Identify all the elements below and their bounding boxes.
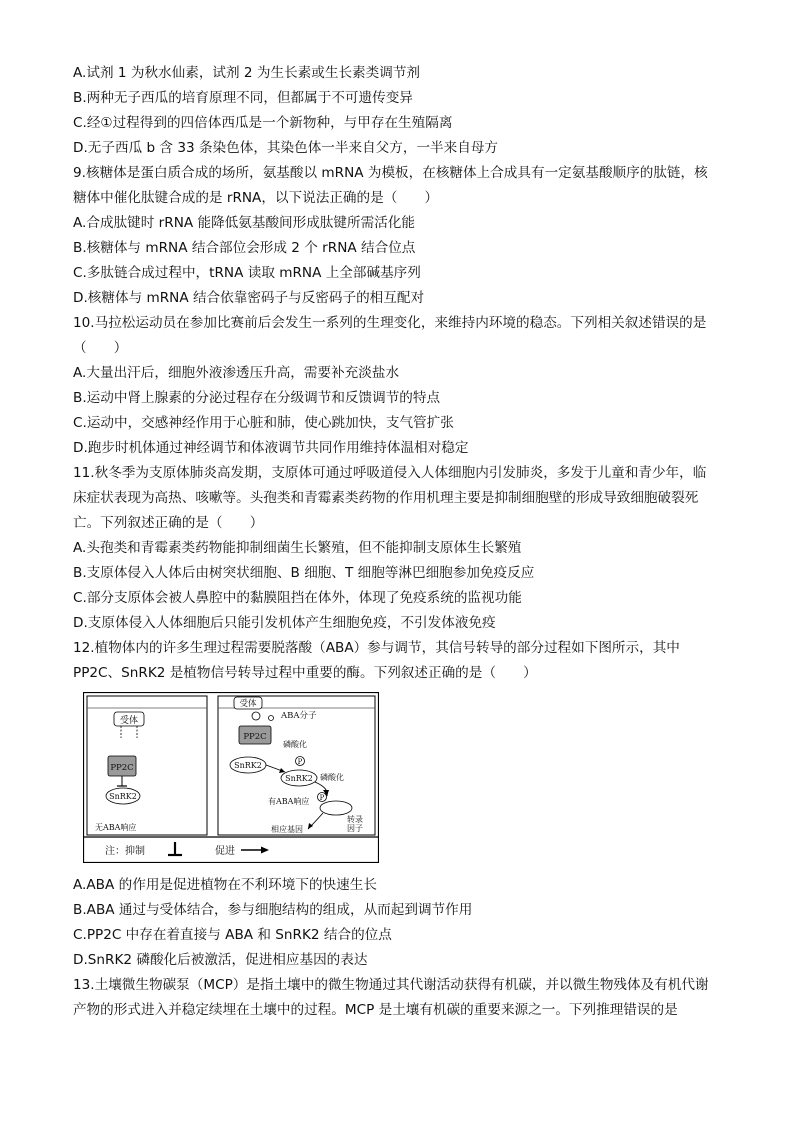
q11-stem-line-2: 床症状表现为高热、咳嗽等。头孢类和青霉素类药物的作用机理主要是抑制细胞壁的形成导致细胞破裂死 [73, 490, 699, 506]
q10-stem-line-1: 10.马拉松运动员在参加比赛前后会发生一系列的生理变化，来维持内环境的稳态。下列相关叙述错误的是 [73, 315, 707, 331]
q11-stem-line-3: 亡。下列叙述正确的是（ ） [73, 515, 264, 531]
snrk2-right-a-label: SnRK2 [234, 761, 262, 770]
legend-promote-label: 促进 [215, 846, 235, 857]
transcription-factor-label-2: 因子 [347, 824, 363, 833]
q11-option-b: B.支原体侵入人体后由树突状细胞、B 细胞、T 细胞等淋巴细胞参加免疫反应 [73, 565, 535, 581]
q12-option-c: C.PP2C 中存在着直接与 ABA 和 SnRK2 结合的位点 [73, 927, 392, 943]
q9-option-b: B.核糖体与 mRNA 结合部位会形成 2 个 rRNA 结合位点 [73, 240, 416, 256]
q13-stem-line-1: 13.土壤微生物碳泵（MCP）是指土壤中的微生物通过其代谢活动获得有机碳，并以微生物残体及有机代谢 [73, 977, 709, 993]
q12-stem-line-2: PP2C、SnRK2 是植物信号转导过程中重要的酶。下列叙述正确的是（ ） [73, 665, 537, 681]
has-aba-response-label: 有ABA响应 [268, 797, 310, 806]
q9-option-d: D.核糖体与 mRNA 结合依靠密码子与反密码子的相互配对 [73, 290, 425, 306]
legend-promote-arrow-head [261, 847, 269, 854]
q10-option-a: A.大量出汗后，细胞外液渗透压升高，需要补充淡盐水 [73, 365, 400, 381]
pp2c-right-label: PP2C [243, 732, 267, 742]
q11-option-d: D.支原体侵入人体细胞后只能引发机体产生细胞免疫，不引发体液免疫 [73, 615, 496, 631]
aba-diagram-svg [83, 692, 379, 863]
q9-stem-line-2: 糖体中催化肽键合成的是 rRNA，以下说法正确的是（ ） [73, 190, 439, 206]
aba-molecule-dot [269, 716, 274, 721]
no-aba-response-label: 无ABA响应 [95, 823, 137, 832]
receptor-right-label: 受体 [239, 699, 257, 709]
q10-option-d: D.跑步时机体通过神经调节和体液调节共同作用维持体温相对稳定 [73, 440, 469, 456]
q13-stem-line-2: 产物的形式进入并稳定续埋在土壤中的过程。MCP 是土壤有机碳的重要来源之一。下列推理错误的是 [73, 1002, 678, 1018]
q8-option-d: D.无子西瓜 b 含 33 条染色体，其染色体一半来自父方，一半来自母方 [73, 140, 499, 156]
q12-option-d: D.SnRK2 磷酸化后被激活，促进相应基因的表达 [73, 952, 368, 968]
q8-option-b: B.两种无子西瓜的培育原理不同，但都属于不可遗传变异 [73, 90, 413, 106]
q10-stem-line-2: （ ） [73, 340, 128, 356]
q11-stem-line-1: 11.秋冬季为支原体肺炎高发期，支原体可通过呼吸道侵入人体细胞内引发肺炎，多发于儿童和青少年，临 [73, 465, 707, 481]
transcription-factor-label-1: 转录 [347, 815, 363, 824]
aba-bound-circle [252, 712, 260, 720]
phosphate-2-label: P [319, 794, 325, 802]
phosphorylation-label-1: 磷酸化 [283, 740, 307, 749]
transcription-factor-shape [320, 801, 352, 815]
receptor-left-label: 受体 [119, 716, 139, 726]
target-gene-label: 相应基因 [271, 825, 303, 834]
aba-signal-diagram [83, 692, 379, 863]
q9-option-c: C.多肽链合成过程中，tRNA 读取 mRNA 上全部碱基序列 [73, 265, 421, 281]
snrk2-right-b-label: SnRK2 [285, 774, 313, 783]
gene-activation-arrow-head [308, 823, 313, 829]
q8-option-a: A.试剂 1 为秋水仙素，试剂 2 为生长素或生长素类调节剂 [73, 65, 421, 81]
phosphate-1-label: P [297, 758, 303, 766]
q11-option-c: C.部分支原体会被人鼻腔中的黏膜阻挡在体外，体现了免疫系统的监视功能 [73, 590, 522, 606]
aba-molecule-label: ABA分子 [281, 711, 317, 721]
q9-stem-line-1: 9.核糖体是蛋白质合成的场所，氨基酸以 mRNA 为模板，在核糖体上合成具有一定氨基酸顺序的肽链，核 [73, 165, 708, 181]
left-panel [87, 696, 207, 835]
pp2c-left-label: PP2C [110, 763, 134, 773]
q12-option-b: B.ABA 通过与受体结合，参与细胞结构的组成，从而起到调节作用 [73, 902, 473, 918]
legend-note-inhibit-label: 注：抑制 [105, 846, 145, 857]
phosphorylation-label-2: 磷酸化 [320, 773, 344, 782]
q9-option-a: A.合成肽键时 rRNA 能降低氨基酸间形成肽键所需活化能 [73, 215, 415, 231]
q8-option-c: C.经①过程得到的四倍体西瓜是一个新物种，与甲存在生殖隔离 [73, 115, 453, 131]
q10-option-b: B.运动中肾上腺素的分泌过程存在分级调节和反馈调节的特点 [73, 390, 441, 406]
q11-option-a: A.头孢类和青霉素类药物能抑制细菌生长繁殖，但不能抑制支原体生长繁殖 [73, 540, 522, 556]
snrk2-left-label: SnRK2 [109, 792, 137, 801]
q12-stem-line-1: 12.植物体内的许多生理过程需要脱落酸（ABA）参与调节，其信号转导的部分过程如下图所示，其中 [73, 640, 680, 656]
q12-option-a: A.ABA 的作用是促进植物在不利环境下的快速生长 [73, 877, 377, 893]
q10-option-c: C.运动中，交感神经作用于心脏和肺，使心跳加快，支气管扩张 [73, 415, 454, 431]
